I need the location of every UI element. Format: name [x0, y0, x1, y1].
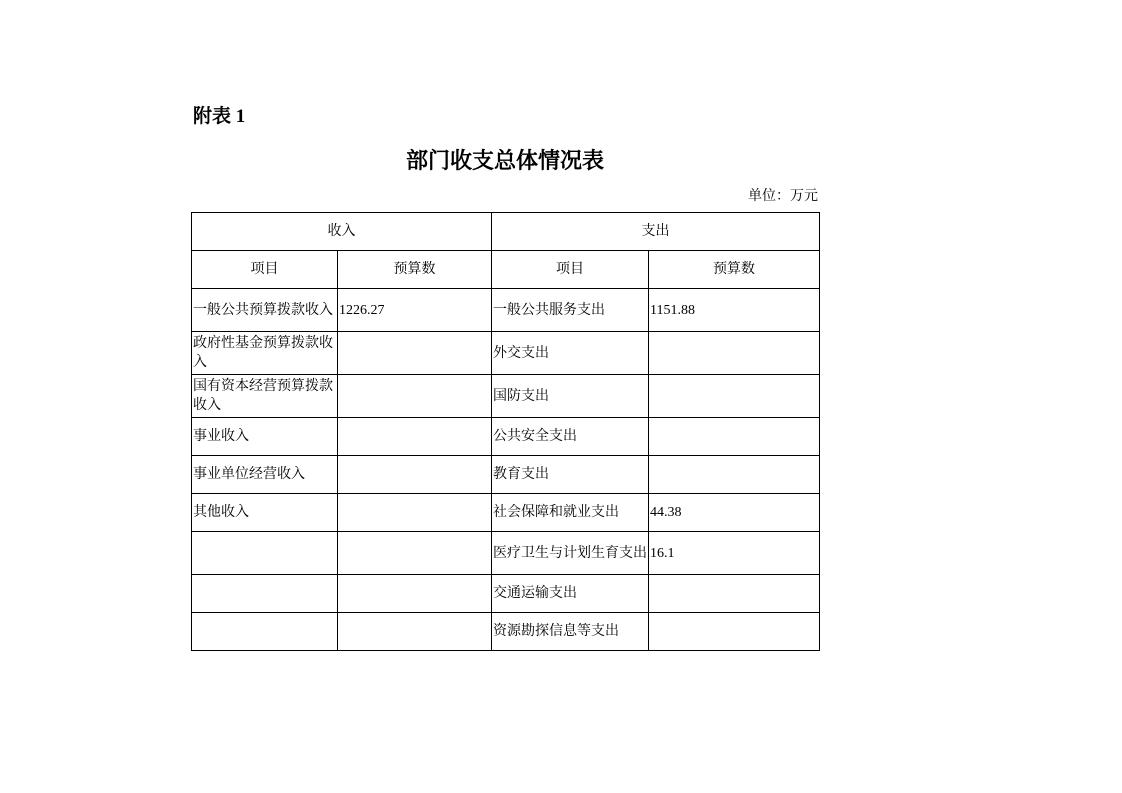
expense-value-cell [649, 575, 820, 613]
income-item-cell: 国有资本经营预算拨款收入 [192, 375, 338, 418]
expense-item-cell: 公共安全支出 [492, 418, 649, 456]
expense-value-cell [649, 418, 820, 456]
income-item-cell: 一般公共预算拨款收入 [192, 289, 338, 332]
unit-label: 单位：万元 [748, 189, 818, 204]
income-item-header: 项目 [192, 251, 338, 289]
expense-item-cell: 一般公共服务支出 [492, 289, 649, 332]
income-item-cell: 其他收入 [192, 494, 338, 532]
income-value-cell [338, 575, 492, 613]
table-row [192, 375, 820, 418]
income-value-cell: 1226.27 [338, 289, 492, 332]
expense-budget-header: 预算数 [649, 251, 820, 289]
income-item-cell [192, 613, 338, 651]
expense-item-cell: 资源勘探信息等支出 [492, 613, 649, 651]
income-value-cell [338, 418, 492, 456]
expense-item-cell: 国防支出 [492, 375, 649, 418]
income-item-cell: 事业收入 [192, 418, 338, 456]
income-item-cell: 政府性基金预算拨款收入 [192, 332, 338, 375]
expense-value-cell: 44.38 [649, 494, 820, 532]
expense-item-cell: 教育支出 [492, 456, 649, 494]
income-value-cell [338, 332, 492, 375]
expense-value-cell [649, 332, 820, 375]
expense-item-cell: 医疗卫生与计划生育支出 [492, 532, 649, 575]
table-row [192, 456, 820, 494]
income-header: 收入 [192, 213, 492, 251]
expense-value-cell: 16.1 [649, 532, 820, 575]
income-value-cell [338, 613, 492, 651]
table-row [192, 613, 820, 651]
appendix-label: 附表 1 [193, 106, 246, 127]
expense-header: 支出 [492, 213, 820, 251]
table-row [192, 418, 820, 456]
income-value-cell [338, 375, 492, 418]
table-subheader-row [192, 251, 820, 289]
expense-item-header: 项目 [492, 251, 649, 289]
expense-value-cell [649, 613, 820, 651]
expense-item-cell: 交通运输支出 [492, 575, 649, 613]
table-header-row [192, 213, 820, 251]
income-item-cell [192, 575, 338, 613]
table-row [192, 289, 820, 332]
expense-value-cell [649, 456, 820, 494]
income-value-cell [338, 456, 492, 494]
income-item-cell [192, 532, 338, 575]
budget-table [191, 212, 820, 651]
income-value-cell [338, 494, 492, 532]
expense-value-cell: 1151.88 [649, 289, 820, 332]
expense-item-cell: 外交支出 [492, 332, 649, 375]
table-row [192, 332, 820, 375]
table-row [192, 532, 820, 575]
table-row [192, 494, 820, 532]
income-item-cell: 事业单位经营收入 [192, 456, 338, 494]
income-budget-header: 预算数 [338, 251, 492, 289]
page-title: 部门收支总体情况表 [405, 148, 604, 173]
table-row [192, 575, 820, 613]
expense-value-cell [649, 375, 820, 418]
expense-item-cell: 社会保障和就业支出 [492, 494, 649, 532]
income-value-cell [338, 532, 492, 575]
